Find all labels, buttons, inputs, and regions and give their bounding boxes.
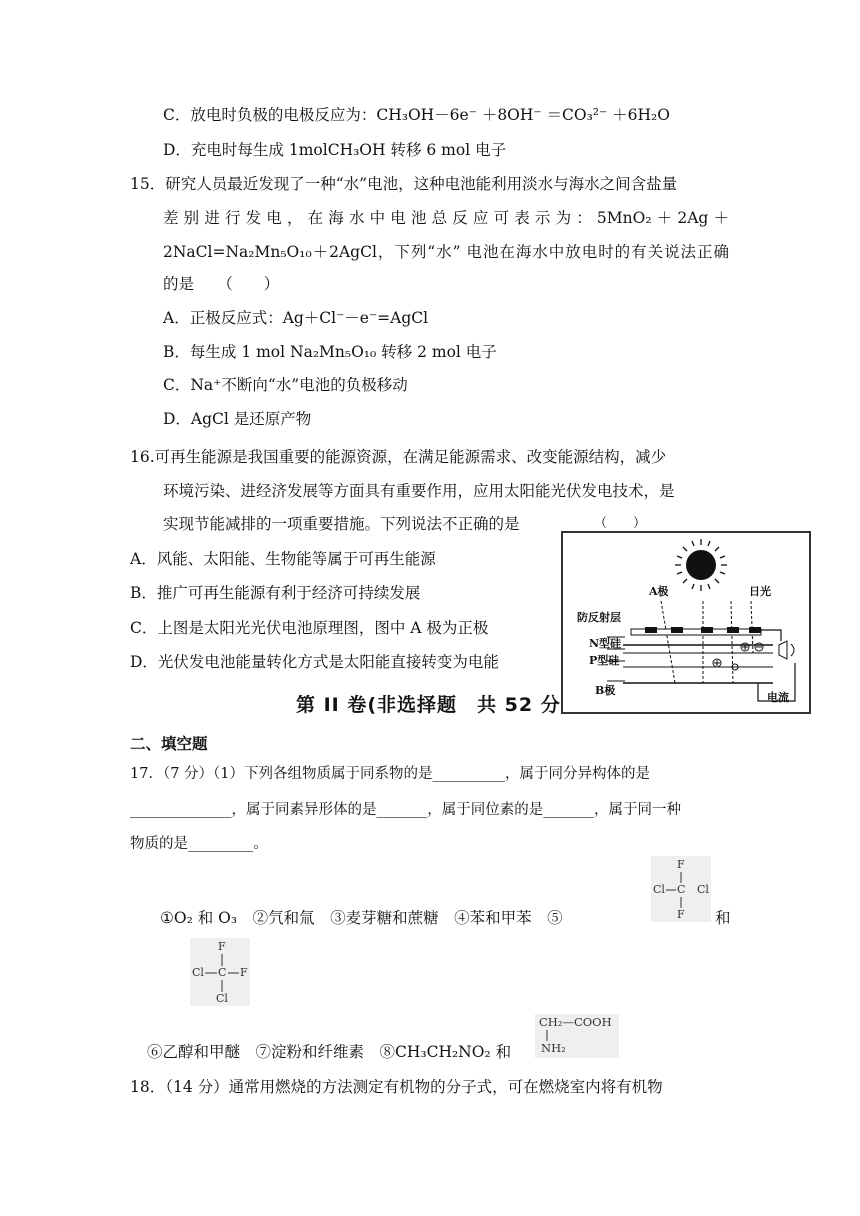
q15-stem-line3: 2NaCl=Na₂Mn₅O₁₀＋2AgCl，下列“水” 电池在海水中放电时的有关说法正确 bbox=[163, 243, 729, 261]
q15-stem-line4: 的是 （ ） bbox=[163, 275, 280, 293]
q17-stem-line3: 物质的是_________。 bbox=[130, 836, 268, 852]
diagram-label-coating: 防反射层 bbox=[577, 611, 621, 624]
diagram-label-p-silicon: P型硅 bbox=[589, 654, 620, 667]
struct2-top-atom: F bbox=[218, 940, 226, 953]
q15-option-a: A．正极反应式：Ag＋Cl⁻－e⁻=AgCl bbox=[163, 309, 429, 327]
q16-answer-blank: （ ） bbox=[594, 516, 647, 531]
q16-option-a: A．风能、太阳能、生物能等属于可再生能源 bbox=[130, 550, 436, 568]
q16-option-d: D．光伏发电池能量转化方式是太阳能直接转变为电能 bbox=[130, 653, 499, 671]
q15-stem-line1: 15．研究人员最近发现了一种“水”电池，这种电池能利用淡水与海水之间含盐量 bbox=[130, 175, 678, 193]
struct2-bottom-atom: Cl bbox=[216, 992, 228, 1005]
q15-option-b: B．每生成 1 mol Na₂Mn₅O₁₀ 转移 2 mol 电子 bbox=[163, 343, 497, 361]
q17-stem-line2: ______________，属于同素异形体的是_______，属于同位素的是_______，属于同一种 bbox=[130, 802, 681, 818]
struct2-center-atom: C bbox=[218, 966, 227, 979]
q14-option-c: C．放电时负极的电极反应为：CH₃OH－6e⁻ ＋8OH⁻ ＝CO₃²⁻ ＋6H₂O bbox=[163, 106, 670, 124]
q17-and-1: 和 bbox=[715, 909, 731, 927]
q16-stem-line1: 16.可再生能源是我国重要的能源资源，在满足能源需求、改变能源结构，减少 bbox=[130, 448, 667, 466]
q15-stem-line2: 差别进行发电，在海水中电池总反应可表示为：5MnO₂＋2Ag＋ bbox=[163, 209, 729, 227]
glycine-amino-group: NH₂ bbox=[541, 1041, 566, 1055]
q17-items-line2: ⑥乙醇和甲醚 ⑦淀粉和纤维素 ⑧CH₃CH₂NO₂ 和 bbox=[147, 1043, 512, 1061]
struct1-left-atom: Cl bbox=[653, 883, 665, 896]
q15-option-c: C．Na⁺不断向“水”电池的负极移动 bbox=[163, 376, 408, 394]
diagram-label-sunlight: 日光 bbox=[749, 585, 771, 598]
q15-option-d: D．AgCl 是还原产物 bbox=[163, 410, 312, 428]
q17-stem-line1: 17．（7 分）（1）下列各组物质属于同系物的是__________，属于同分异构体的是 bbox=[130, 766, 651, 782]
solar-cell-diagram bbox=[561, 531, 811, 714]
diagram-label-current: 电流 bbox=[767, 691, 789, 704]
glycine-main-chain: CH₂—COOH bbox=[539, 1015, 612, 1029]
q14-option-d: D．充电时每生成 1molCH₃OH 转移 6 mol 电子 bbox=[163, 141, 507, 159]
struct2-right-atom: F bbox=[240, 966, 248, 979]
q16-stem-line3: 实现节能减排的一项重要措施。下列说法不正确的是 bbox=[163, 515, 520, 533]
structure-cf2cl2-b bbox=[190, 938, 250, 1006]
struct1-bottom-atom: F bbox=[677, 908, 685, 921]
diagram-label-a: A极 bbox=[649, 585, 669, 598]
section-title: 第 II 卷(非选择题 共 52 分 bbox=[296, 694, 561, 716]
diagram-label-b: B极 bbox=[595, 684, 616, 697]
structure-glycine bbox=[535, 1014, 619, 1058]
struct1-top-atom: F bbox=[677, 858, 685, 871]
q18-stem-line1: 18．（14 分）通常用燃烧的方法测定有机物的分子式，可在燃烧室内将有机物 bbox=[130, 1078, 663, 1096]
struct1-center-atom: C bbox=[677, 883, 686, 896]
sun-icon bbox=[686, 550, 716, 580]
struct1-right-atom: Cl bbox=[697, 883, 709, 896]
section-subtitle: 二、填空题 bbox=[130, 735, 208, 753]
q16-option-c: C．上图是太阳光光伏电池原理图，图中 A 极为正极 bbox=[130, 619, 489, 637]
q17-items-line1: ①O₂ 和 O₃ ②氕和氚 ③麦芽糖和蔗糖 ④苯和甲苯 ⑤ bbox=[160, 909, 563, 927]
q16-option-b: B．推广可再生能源有利于经济可持续发展 bbox=[130, 584, 421, 602]
structure-cf2cl2-a bbox=[651, 856, 711, 922]
struct2-left-atom: Cl bbox=[192, 966, 204, 979]
diagram-label-n-silicon: N型硅 bbox=[589, 637, 622, 650]
q16-stem-line2: 环境污染、进经济发展等方面具有重要作用，应用太阳能光伏发电技术，是 bbox=[163, 482, 675, 500]
